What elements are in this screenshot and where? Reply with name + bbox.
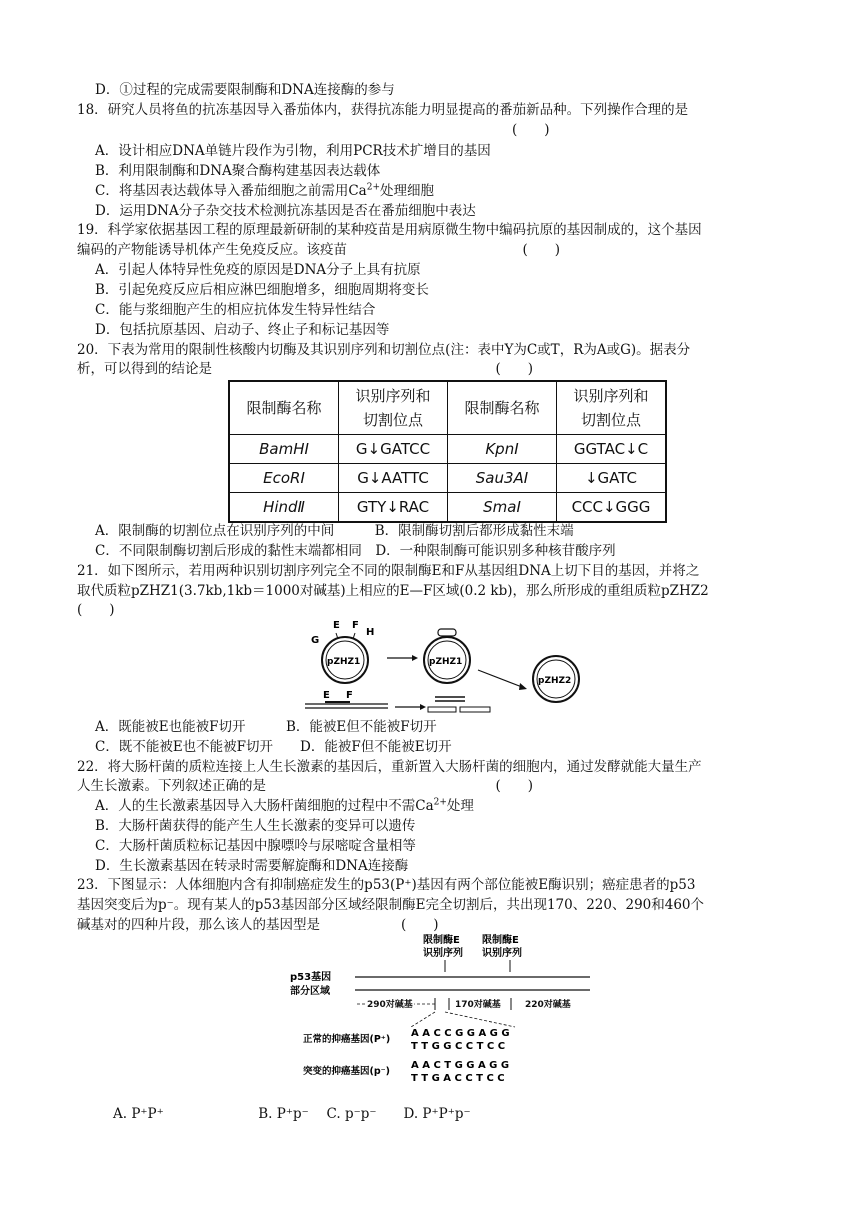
label-g: G bbox=[311, 635, 320, 646]
q20-options-cd: C．不同限制酶切割后形成的黏性末端都相同 D．一种限制酶可能识别多种核苷酸序列 bbox=[95, 543, 616, 559]
p53-figure bbox=[285, 932, 605, 1082]
table-row bbox=[229, 435, 666, 464]
table-cell: BamHⅠ bbox=[229, 435, 339, 464]
region-label: 部分区域 bbox=[290, 986, 330, 997]
q20-stem: 20．下表为常用的限制性核酸内切酶及其识别序列和切割位点(注：表中Y为C或T，R为A或G)。据表分 bbox=[77, 342, 691, 358]
enzyme-e-label: 限制酶E bbox=[423, 935, 460, 946]
q21-stem: 21．如下图所示，若用两种识别切割序列完全不同的限制酶E和F从基因组DNA上切下目的基因，并将之 bbox=[77, 563, 700, 579]
q19-option-d: D．包括抗原基因、启动子、终止子和标记基因等 bbox=[95, 322, 390, 338]
q22-option-b: B．大肠杆菌获得的能产生人生长激素的变异可以遗传 bbox=[95, 818, 416, 834]
arrow bbox=[478, 670, 522, 687]
plasmid-figure bbox=[300, 615, 610, 725]
table-header-cell: 识别序列和 切割位点 bbox=[557, 381, 667, 435]
q21-stem-2: 取代质粒pZHZ1(3.7kb,1kb＝1000对碱基)上相应的E—F区域(0.2 kb)，那么所形成的重组质粒pZHZ2 bbox=[77, 583, 709, 599]
table-header-cell: 限制酶名称 bbox=[448, 381, 557, 435]
q17-option-d: D．①过程的完成需要限制酶和DNA连接酶的参与 bbox=[95, 82, 395, 98]
mutant-top-strand: A A C T G G A G G bbox=[411, 1060, 510, 1071]
segment-170: 170对碱基 bbox=[455, 1000, 501, 1010]
table-cell: ↓GATC bbox=[557, 464, 667, 493]
label-f: F bbox=[346, 690, 353, 701]
q19-stem-2: 编码的产物能诱导机体产生免疫反应。该疫苗 ( ) bbox=[77, 242, 561, 258]
plasmid-label: pZHZ1 bbox=[327, 657, 361, 667]
q20-stem-2: 析，可以得到的结论是 ( ) bbox=[77, 361, 534, 377]
q20-options-ab: A．限制酶的切割位点在识别序列的中间 B．限制酶切割后都形成黏性末端 bbox=[95, 523, 574, 539]
table-cell: HindⅡ bbox=[229, 493, 339, 523]
q22-stem-2: 人生长激素。下列叙述正确的是 ( ) bbox=[77, 778, 534, 794]
enzyme-table bbox=[228, 380, 667, 523]
label-h: H bbox=[366, 627, 375, 638]
table-cell: GTY↓RAC bbox=[339, 493, 448, 523]
q19-option-c: C．能与浆细胞产生的相应抗体发生特异性结合 bbox=[95, 302, 376, 318]
q18-stem: 18．研究人员将鱼的抗冻基因导入番茄体内，获得抗冻能力明显提高的番茄新品种。下列操作合理的是 bbox=[77, 102, 689, 118]
q21-options-cd: C．既不能被E也不能被F切开 D．能被F但不能被E切开 bbox=[95, 739, 452, 755]
table-cell: G↓AATTC bbox=[339, 464, 448, 493]
q21-answer-blank: ( ) bbox=[77, 602, 115, 618]
enzyme-e-label: 限制酶E bbox=[482, 935, 519, 946]
mutant-bottom-strand: T T G A C C T C C bbox=[411, 1073, 505, 1082]
enzyme-e-label: 识别序列 bbox=[482, 948, 522, 959]
region-label: p53基因 bbox=[290, 972, 332, 983]
q22-option-c: C．大肠杆菌质粒标记基因中腺嘌呤与尿嘧啶含量相等 bbox=[95, 838, 416, 854]
table-cell: Sau3AⅠ bbox=[448, 464, 557, 493]
mutant-gene-label: 突变的抑癌基因(p⁻) bbox=[303, 1066, 390, 1077]
plasmid-label: pZHZ1 bbox=[429, 657, 463, 667]
normal-bottom-strand: T T G G C C T C C bbox=[411, 1041, 506, 1052]
label-e: E bbox=[333, 620, 340, 631]
table-header-cell: 限制酶名称 bbox=[229, 381, 339, 435]
segment-290: 290对碱基 bbox=[367, 1000, 413, 1010]
q22-option-a: A．人的生长激素基因导入大肠杆菌细胞的过程中不需$Ca^{2+}$处理 bbox=[95, 797, 474, 814]
enzyme-e-label: 识别序列 bbox=[423, 948, 463, 959]
table-cell: KpnⅠ bbox=[448, 435, 557, 464]
table-cell: SmaⅠ bbox=[448, 493, 557, 523]
table-row bbox=[229, 493, 666, 523]
q19-option-b: B．引起免疫反应后相应淋巴细胞增多，细胞周期将变长 bbox=[95, 282, 429, 298]
normal-top-strand: A A C C G G A G G bbox=[411, 1028, 510, 1039]
table-cell: GGTAC↓C bbox=[557, 435, 667, 464]
q22-option-d: D．生长激素基因在转录时需要解旋酶和DNA连接酶 bbox=[95, 858, 409, 874]
table-header-cell: 识别序列和 切割位点 bbox=[339, 381, 448, 435]
q19-stem: 19．科学家依据基因工程的原理最新研制的某种疫苗是用病原微生物中编码抗原的基因制成的，这个基因 bbox=[77, 222, 702, 238]
q18-option-a: A．设计相应DNA单链片段作为引物，利用PCR技术扩增目的基因 bbox=[95, 143, 491, 159]
q23-options: A. P⁺P⁺ B. P⁺p⁻ C. p⁻p⁻ D. P⁺P⁺p⁻ bbox=[113, 1106, 471, 1122]
q18-option-d: D．运用DNA分子杂交技术检测抗冻基因是否在番茄细胞中表达 bbox=[95, 203, 476, 219]
table-row bbox=[229, 464, 666, 493]
segment-220: 220对碱基 bbox=[525, 1000, 571, 1010]
normal-gene-label: 正常的抑癌基因(P⁺) bbox=[303, 1034, 391, 1045]
q18-answer-blank: ( ) bbox=[512, 122, 550, 138]
q21-options-ab: A．既能被E也能被F切开 B．能被E但不能被F切开 bbox=[95, 719, 437, 735]
label-f: F bbox=[352, 620, 359, 631]
q23-stem-2: 基因突变后为p⁻。现有某人的p53基因部分区域经限制酶E完全切割后，共出现170、220、290和460个 bbox=[77, 897, 705, 913]
q19-option-a: A．引起人体特异性免疫的原因是DNA分子上具有抗原 bbox=[95, 262, 421, 278]
q22-stem: 22．将大肠杆菌的质粒连接上人生长激素的基因后，重新置入大肠杆菌的细胞内，通过发酵就能大量生产 bbox=[77, 759, 702, 775]
table-cell: EcoRⅠ bbox=[229, 464, 339, 493]
q18-option-c: C．将基因表达载体导入番茄细胞之前需用$Ca^{2+}$处理细胞 bbox=[95, 182, 434, 199]
label-e: E bbox=[323, 690, 330, 701]
plasmid-label: pZHZ2 bbox=[538, 676, 572, 686]
table-header-row bbox=[229, 381, 666, 435]
insert-fragment bbox=[438, 629, 456, 636]
q23-stem: 23．下图显示：人体细胞内含有抑制癌症发生的p53(P⁺)基因有两个部位能被E酶识别；癌症患者的p53 bbox=[77, 877, 696, 893]
table-cell: CCC↓GGG bbox=[557, 493, 667, 523]
table-cell: G↓GATCC bbox=[339, 435, 448, 464]
q18-option-b: B．利用限制酶和DNA聚合酶构建基因表达载体 bbox=[95, 163, 381, 179]
q23-stem-3: 碱基对的四种片段，那么该人的基因型是 ( ) bbox=[77, 917, 439, 933]
